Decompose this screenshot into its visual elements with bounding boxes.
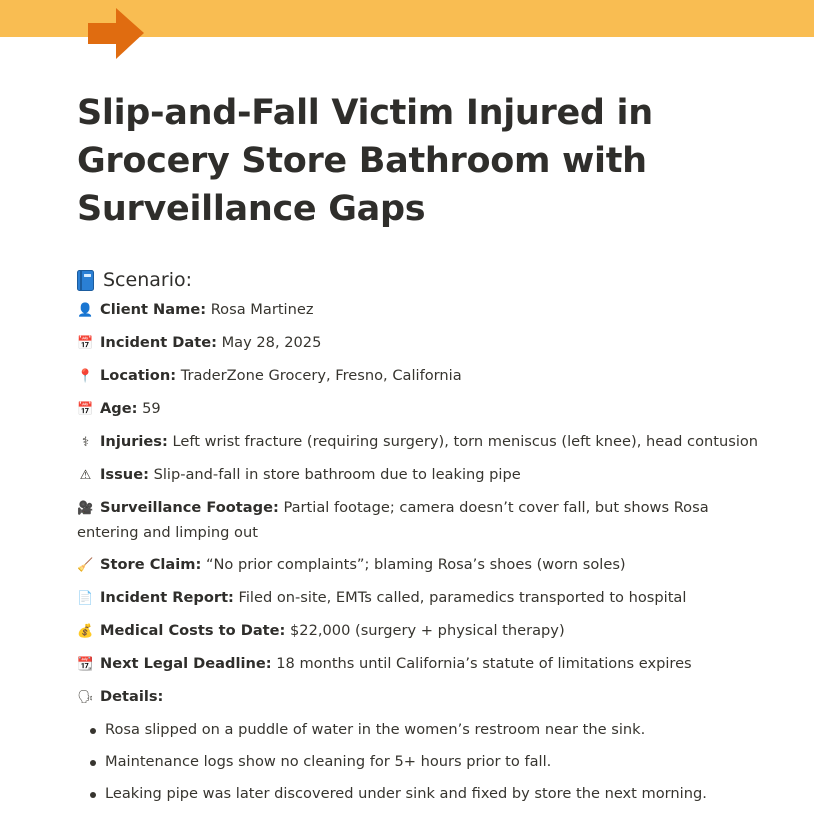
field-row	[77, 496, 767, 545]
field-list	[77, 298, 767, 710]
field-label: Details:	[100, 688, 164, 705]
video-camera-icon: 🎥	[77, 501, 94, 516]
blue-book-icon	[77, 270, 94, 291]
field-row	[77, 364, 767, 389]
field-value: Left wrist fracture (requiring surgery), torn meniscus (left knee), head contusion	[172, 433, 759, 450]
field-row	[77, 430, 767, 455]
field-label: Incident Date:	[100, 334, 217, 351]
document-icon: 📄	[77, 591, 94, 606]
warning-icon: ⚠	[79, 468, 92, 483]
field-row	[77, 397, 767, 422]
field-value: $22,000 (surgery + physical therapy)	[290, 622, 565, 639]
tear-off-calendar-icon: 📆	[77, 657, 94, 672]
details-list	[77, 718, 767, 806]
money-bag-icon: 💰	[77, 624, 94, 639]
field-value: 59	[142, 400, 161, 417]
calendar-icon: 📅	[77, 402, 94, 417]
location-pin-icon: 📍	[77, 369, 94, 384]
field-label: Surveillance Footage:	[100, 499, 279, 516]
field-label: Medical Costs to Date:	[100, 622, 286, 639]
detail-item: Leaking pipe was later discovered under sink and fixed by store the next morning.	[87, 782, 767, 806]
field-label: Store Claim:	[100, 556, 202, 573]
arrow-right-icon	[86, 6, 146, 62]
field-row	[77, 586, 767, 611]
field-row	[77, 331, 767, 356]
field-value: May 28, 2025	[221, 334, 322, 351]
field-row	[77, 652, 767, 677]
page-title: Slip-and-Fall Victim Injured in Grocery Store Bathroom with Surveillance Gaps	[77, 93, 653, 229]
person-icon: 👤	[77, 303, 94, 318]
field-row	[77, 685, 767, 710]
field-row	[77, 553, 767, 578]
field-label: Next Legal Deadline:	[100, 655, 272, 672]
detail-item: Maintenance logs show no cleaning for 5+ hours prior to fall.	[87, 750, 767, 774]
field-value: 18 months until California’s statute of limitations expires	[276, 655, 692, 672]
speaking-head-icon: 🗣	[77, 690, 94, 705]
field-label: Client Name:	[100, 301, 207, 318]
field-value: TraderZone Grocery, Fresno, California	[180, 367, 462, 384]
calendar-icon: 📅	[77, 336, 94, 351]
broom-icon: 🧹	[77, 558, 94, 573]
field-label: Issue:	[100, 466, 149, 483]
field-row	[77, 298, 767, 323]
detail-item: Rosa slipped on a puddle of water in the women’s restroom near the sink.	[87, 718, 767, 742]
field-value: “No prior complaints”; blaming Rosa’s shoes (worn soles)	[205, 556, 626, 573]
field-label: Location:	[100, 367, 177, 384]
scenario-heading	[77, 266, 192, 294]
field-value: Partial footage; camera doesn’t cover fall, but shows Rosa entering and limping out	[77, 499, 709, 541]
field-row	[77, 463, 767, 488]
scenario-content	[77, 298, 767, 814]
field-label: Incident Report:	[100, 589, 234, 606]
field-value: Slip-and-fall in store bathroom due to leaking pipe	[153, 466, 521, 483]
field-label: Injuries:	[100, 433, 168, 450]
field-row	[77, 619, 767, 644]
scenario-heading-text: Scenario:	[103, 269, 192, 291]
field-value: Filed on-site, EMTs called, paramedics transported to hospital	[238, 589, 687, 606]
field-value: Rosa Martinez	[210, 301, 314, 318]
stethoscope-icon: ⚕	[81, 435, 90, 450]
field-label: Age:	[100, 400, 138, 417]
